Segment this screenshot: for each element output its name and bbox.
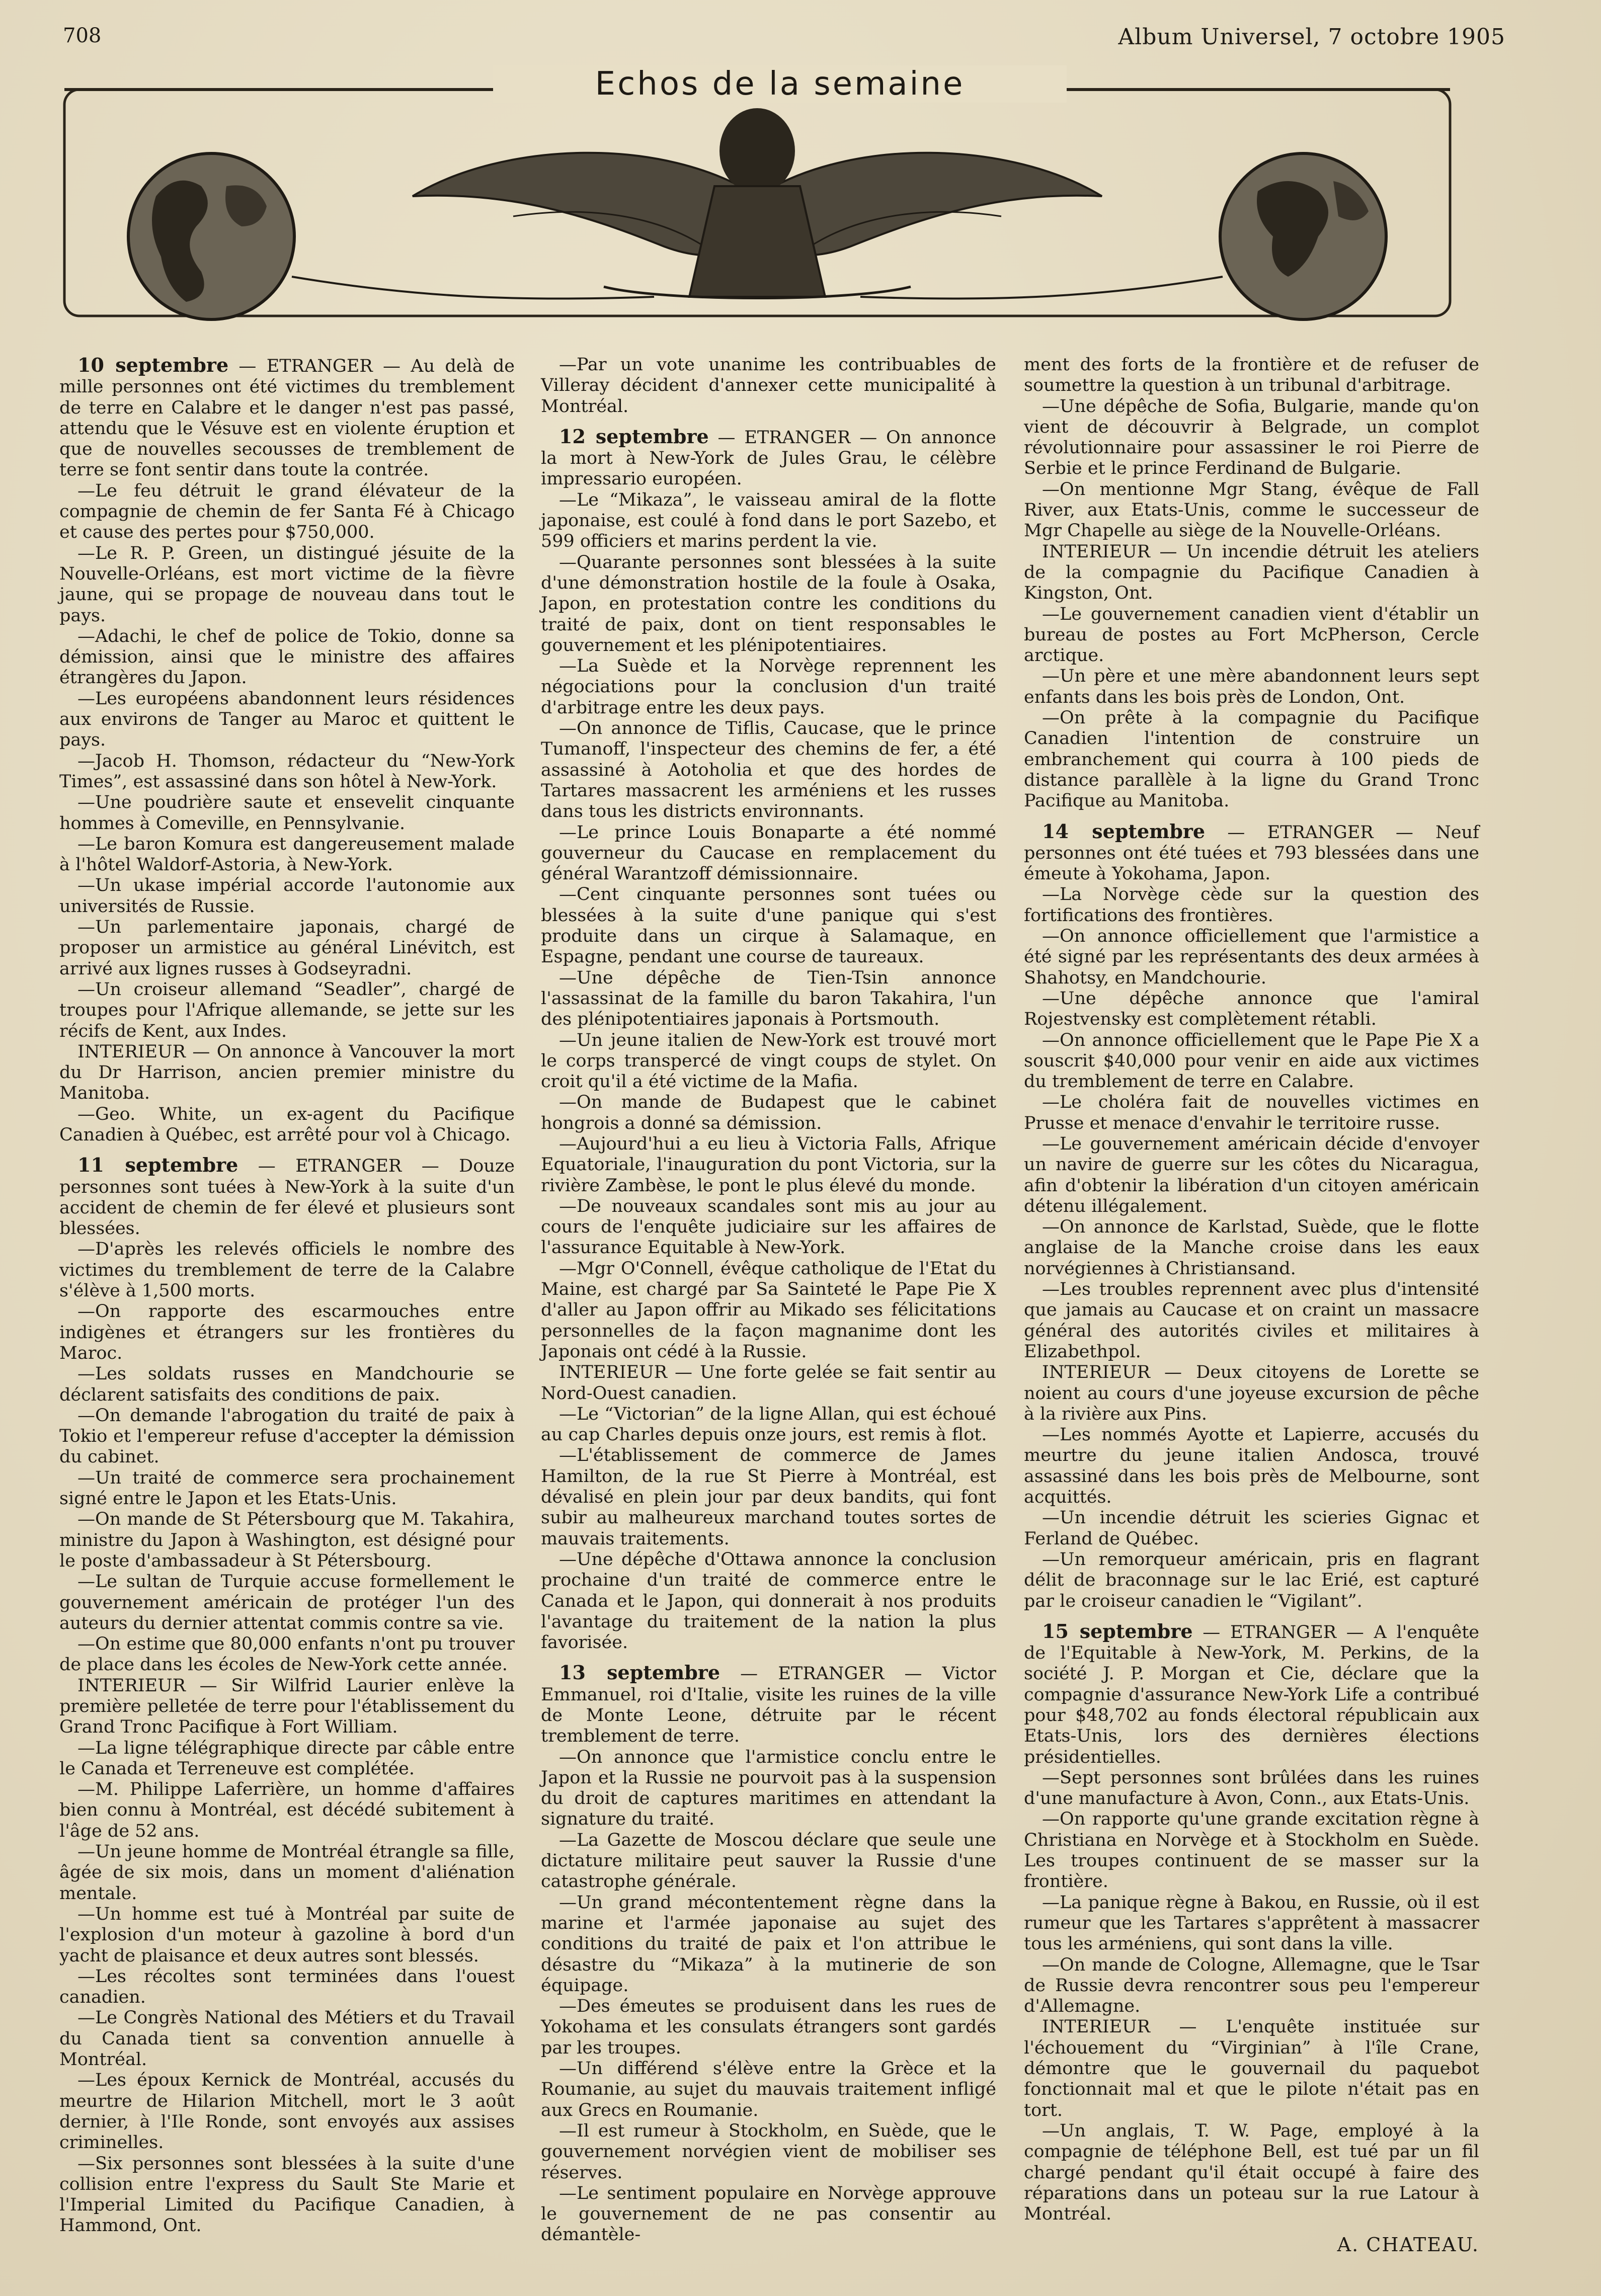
news-item bbox=[59, 1468, 515, 1510]
news-text: —Six personnes sont blessées à la suite d'une collision entre l'express du Sault Ste Marie et l'Imperial Limited du Pacifique Canadien, à Hammond, Ont. bbox=[59, 2153, 515, 2236]
news-item bbox=[1024, 1362, 1479, 1425]
news-text: —Un ukase impérial accorde l'autonomie aux universités de Russie. bbox=[59, 875, 515, 917]
news-item bbox=[1024, 989, 1479, 1030]
date-heading: 13 septembre bbox=[559, 1661, 720, 1684]
news-text: —Une dépêche de Tien-Tsin annonce l'assassinat de la famille du baron Takahira, l'un des plénipotentiaires japonais à Portsmouth. bbox=[541, 967, 996, 1030]
news-text: —Quarante personnes sont blessées à la suite d'une démonstration hostile de la foule à Osaka, Japon, en protestation contre les conditions du traité de paix, dont on tient responsables le gouvernement et les plénipotentiaires. bbox=[541, 552, 996, 655]
news-text: —Le gouvernement canadien vient d'établir un bureau de postes au Fort McPherson, Cercle arctique. bbox=[1024, 604, 1479, 666]
news-text: —Le sentiment populaire en Norvège approuve le gouvernement de ne pas consentir au démantèle- bbox=[541, 2183, 996, 2245]
news-text: —Les nommés Ayotte et Lapierre, accusés du meurtre du jeune italien Andosca, trouvé assassiné dans les bois près de Melbourne, sont acquittés. bbox=[1024, 1425, 1479, 1508]
news-text: —Un parlementaire japonais, chargé de proposer un armistice au général Linévitch, est arrivé aux lignes russes à Godseyradni. bbox=[59, 917, 515, 979]
news-item bbox=[59, 1509, 515, 1572]
news-text: —Le feu détruit le grand élévateur de la compagnie de chemin de fer Santa Fé à Chicago et cause des pertes pour $750,000. bbox=[59, 480, 515, 543]
news-item bbox=[59, 689, 515, 751]
news-text: —D'après les relevés officiels le nombre des victimes du tremblement de terre de la Calabre s'élève à 1,500 morts. bbox=[59, 1239, 515, 1301]
news-text: —La Gazette de Moscou déclare que seule une dictature militaire peut sauver la Russie d'une catastrophe générale. bbox=[541, 1830, 996, 1892]
news-text: —Une dépêche annonce que l'amiral Rojestvensky est complètement rétabli. bbox=[1024, 988, 1479, 1030]
news-item bbox=[1024, 355, 1479, 396]
news-item bbox=[1024, 1092, 1479, 1134]
news-item bbox=[1024, 1955, 1479, 2017]
news-item bbox=[541, 1092, 996, 1134]
news-text: —La Norvège cède sur la question des fortifications des frontières. bbox=[1024, 884, 1479, 926]
left-globe-icon bbox=[128, 153, 294, 319]
banner-illustration bbox=[60, 65, 1454, 327]
news-item bbox=[59, 1572, 515, 1634]
news-text: — ETRANGER — On annonce la mort à New-York de Jules Grau, le célèbre impressario européen. bbox=[541, 427, 996, 489]
news-item bbox=[59, 834, 515, 876]
news-text: —Aujourd'hui a eu lieu à Victoria Falls, Afrique Equatoriale, l'inauguration du pont Victoria, sur la rivière Zambèse, le pont le plus élevé du monde. bbox=[541, 1133, 996, 1196]
news-text: — ETRANGER — Douze personnes sont tuées à New-York à la suite d'un accident de chemin de fer élevé et plusieurs sont blessées. bbox=[59, 1156, 515, 1239]
news-item bbox=[541, 2121, 996, 2183]
news-text: —Le “Victorian” de la ligne Allan, qui est échoué au cap Charles depuis onze jours, est remis à flot. bbox=[541, 1404, 996, 1445]
news-text: INTERIEUR — On annonce à Vancouver la mort du Dr Harrison, ancien premier ministre du Manitoba. bbox=[59, 1041, 515, 1104]
news-text: —On annonce de Tiflis, Caucase, que le prince Tumanoff, l'inspecteur des chemins de fer, a été assassiné à Aotoholia et que des hordes de Tartares massacrent les arméniens et les russes dans tous les districts environnants. bbox=[541, 718, 996, 822]
news-item bbox=[541, 1445, 996, 1549]
news-text: —Le gouvernement américain décide d'envoyer un navire de guerre sur les côtes du Nicaragua, afin d'obtenir la libération d'un citoyen américain détenu illégalement. bbox=[1024, 1133, 1479, 1216]
news-item bbox=[59, 1779, 515, 1842]
news-text: —On annonce que l'armistice conclu entre le Japon et la Russie ne pourvoit pas à la suspension du droit de captures maritimes en attendant la signature du traité. bbox=[541, 1747, 996, 1830]
news-text: —Le Congrès National des Métiers et du Travail du Canada tient sa convention annuelle à Montréal. bbox=[59, 2008, 515, 2070]
news-item bbox=[59, 1738, 515, 1780]
news-text: —Une dépêche de Sofia, Bulgarie, mande qu'on vient de découvrir à Belgrade, un complot révolutionnaire pour assassiner le roi Pierre de Serbie et le prince Ferdinand de Bulgarie. bbox=[1024, 396, 1479, 479]
column-3 bbox=[1024, 355, 1479, 2256]
news-text: —Des émeutes se produisent dans les rues de Yokohama et les consulats étrangers sont gardés par les troupes. bbox=[541, 1996, 996, 2058]
news-text: —Un traité de commerce sera prochainement signé entre le Japon et les Etats-Unis. bbox=[59, 1467, 515, 1509]
dated-news-item bbox=[59, 1155, 515, 1239]
news-item bbox=[1024, 2017, 1479, 2120]
news-item bbox=[541, 2183, 996, 2246]
date-heading: 14 septembre bbox=[1042, 819, 1206, 843]
news-item bbox=[1024, 1549, 1479, 1612]
news-text: —Les récoltes sont terminées dans l'ouest canadien. bbox=[59, 1966, 515, 2008]
news-text: — ETRANGER — Victor Emmanuel, roi d'Italie, visite les ruines de la ville de Monte Leone, détruite par le récent tremblement de terre. bbox=[541, 1664, 996, 1747]
news-text: —Le baron Komura est dangereusement malade à l'hôtel Waldorf-Astoria, à New-York. bbox=[59, 834, 515, 875]
news-text: —Geo. White, un ex-agent du Pacifique Canadien à Québec, est arrêté pour vol à Chicago. bbox=[59, 1104, 515, 1145]
news-text: —Un croiseur allemand “Seadler”, chargé de troupes pour l'Afrique allemande, se jette sur les récifs de Kent, aux Indes. bbox=[59, 979, 515, 1041]
news-item bbox=[59, 1104, 515, 1146]
news-text: —Jacob H. Thomson, rédacteur du “New-York Times”, est assassiné dans son hôtel à New-York. bbox=[59, 751, 515, 792]
news-text: —De nouveaux scandales sont mis au jour au cours de l'enquête judiciaire sur les affaires de l'assurance Equitable à New-York. bbox=[541, 1196, 996, 1258]
news-item bbox=[541, 823, 996, 885]
news-item bbox=[541, 1259, 996, 1362]
news-text: —Un différend s'élève entre la Grèce et la Roumanie, au sujet du mauvais traitement infligé aux Grecs en Roumanie. bbox=[541, 2059, 996, 2120]
news-text: —La Suède et la Norvège reprennent les négociations pour la conclusion d'un traité d'arbitrage entre les deux pays. bbox=[541, 656, 996, 718]
news-item bbox=[541, 968, 996, 1030]
news-item bbox=[541, 656, 996, 718]
news-item bbox=[1024, 396, 1479, 479]
news-item bbox=[59, 792, 515, 834]
news-text: —On estime que 80,000 enfants n'ont pu trouver de place dans les écoles de New-York cette année. bbox=[59, 1634, 515, 1675]
news-text: INTERIEUR — Une forte gelée se fait sentir au Nord-Ouest canadien. bbox=[541, 1362, 996, 1404]
news-text: —Mgr O'Connell, évêque catholique de l'Etat du Maine, est chargé par Sa Sainteté le Pape Pie X d'aller au Japon offrir au Mikado ses félicitations personnelles de la façon magnanime dont les Japonais ont cédé à la Russie. bbox=[541, 1258, 996, 1362]
news-item bbox=[59, 1904, 515, 1966]
dated-news-item bbox=[1024, 1621, 1479, 1768]
news-item bbox=[1024, 1425, 1479, 1508]
news-text: —Cent cinquante personnes sont tuées ou blessées à la suite d'une panique qui s'est produite dans un cirque à Salamaque, en Espagne, pendant une course de taureaux. bbox=[541, 884, 996, 967]
news-text: —On annonce officiellement que le Pape Pie X a souscrit $40,000 pour venir en aide aux victimes du tremblement de terre en Calabre. bbox=[1024, 1030, 1479, 1092]
news-item bbox=[59, 1676, 515, 1738]
news-item bbox=[59, 1364, 515, 1406]
date-heading: 11 septembre bbox=[77, 1154, 238, 1177]
news-item bbox=[1024, 1030, 1479, 1093]
news-text: —Les soldats russes en Mandchourie se déclarent satisfaits des conditions de paix. bbox=[59, 1364, 515, 1405]
news-item bbox=[1024, 708, 1479, 811]
right-globe-icon bbox=[1220, 153, 1386, 319]
news-text: —Une poudrière saute et ensevelit cinquante hommes à Comeville, en Pennsylvanie. bbox=[59, 792, 515, 834]
news-item bbox=[59, 751, 515, 793]
news-item bbox=[1024, 1217, 1479, 1279]
news-item bbox=[541, 1830, 996, 1893]
news-text: —On mande de Budapest que le cabinet hongrois a donné sa démission. bbox=[541, 1092, 996, 1133]
news-text: INTERIEUR — Sir Wilfrid Laurier enlève la première pelletée de terre pour l'établissement du Grand Tronc Pacifique à Fort William. bbox=[59, 1675, 515, 1738]
news-text: —Adachi, le chef de police de Tokio, donne sa démission, ainsi que le ministre des affaires étrangères du Japon. bbox=[59, 626, 515, 688]
news-text: —On mande de St Pétersbourg que M. Takahira, ministre du Japon à Washington, est désigné pour le poste d'ambassadeur à St Pétersbourg. bbox=[59, 1509, 515, 1571]
news-text: —Les troubles reprennent avec plus d'intensité que jamais au Caucase et on craint un massacre général des autorités civiles et militaires à Elizabethpol. bbox=[1024, 1279, 1479, 1362]
date-heading: 12 septembre bbox=[559, 425, 709, 448]
news-item bbox=[59, 2070, 515, 2153]
news-item bbox=[1024, 884, 1479, 926]
news-text: —Un père et une mère abandonnent leurs sept enfants dans les bois près de London, Ont. bbox=[1024, 666, 1479, 707]
news-item bbox=[59, 481, 515, 543]
news-text: —On mande de Cologne, Allemagne, que le Tsar de Russie devra rencontrer sous peu l'empereur d'Allemagne. bbox=[1024, 1954, 1479, 2017]
news-text: —Un jeune homme de Montréal étrangle sa fille, âgée de six mois, dans un moment d'aliénation mentale. bbox=[59, 1842, 515, 1904]
news-item bbox=[1024, 1279, 1479, 1362]
news-item bbox=[59, 626, 515, 689]
news-item bbox=[541, 355, 996, 417]
news-item bbox=[1024, 1134, 1479, 1217]
dated-news-item bbox=[541, 426, 996, 490]
news-text: —Les européens abandonnent leurs résidences aux environs de Tanger au Maroc et quittent le pays. bbox=[59, 688, 515, 751]
news-item bbox=[59, 917, 515, 979]
author-signature: A. CHATEAU. bbox=[1337, 2234, 1479, 2256]
news-text: —Le “Mikaza”, le vaisseau amiral de la flotte japonaise, est coulé à fond dans le port Sazebo, et 599 officiers et marins perdent la vie. bbox=[541, 489, 996, 552]
news-text: INTERIEUR — Un incendie détruit les ateliers de la compagnie du Pacifique Canadien à Kingston, Ont. bbox=[1024, 541, 1479, 604]
date-heading: 10 septembre bbox=[77, 354, 229, 376]
news-text: —M. Philippe Laferrière, un homme d'affaires bien connu à Montréal, est décédé subitement à l'âge de 52 ans. bbox=[59, 1779, 515, 1841]
news-item bbox=[541, 490, 996, 552]
news-item bbox=[541, 1362, 996, 1404]
news-text: —On annonce de Karlstad, Suède, que le flotte anglaise de la Manche croise dans les eaux norvégiennes à Christiansand. bbox=[1024, 1217, 1479, 1279]
news-text: —Un anglais, T. W. Page, employé à la compagnie de téléphone Bell, est tué par un fil chargé pendant qu'il était occupé à faire des réparations dans un poteau sur la rue Latour à Montréal. bbox=[1024, 2120, 1479, 2225]
news-item bbox=[59, 1966, 515, 2008]
news-item bbox=[59, 1042, 515, 1104]
news-text: —On annonce officiellement que l'armistice a été signé par les représentants des deux armées à Shahotsy, en Mandchourie. bbox=[1024, 926, 1479, 988]
news-text: —Le choléra fait de nouvelles victimes en Prusse et menace d'envahir le territoire russe. bbox=[1024, 1092, 1479, 1133]
news-item bbox=[1024, 479, 1479, 542]
news-item bbox=[1024, 542, 1479, 604]
news-text: — ETRANGER — Neuf personnes ont été tuées et 793 blessées dans une émeute à Yokohama, Japon. bbox=[1024, 822, 1479, 884]
column-1 bbox=[59, 355, 515, 2237]
news-item bbox=[59, 979, 515, 1042]
winged-figure-icon bbox=[292, 108, 1223, 299]
news-item bbox=[541, 1549, 996, 1653]
news-text: —Il est rumeur à Stockholm, en Suède, que le gouvernement norvégien vient de mobiliser ses réserves. bbox=[541, 2120, 996, 2183]
news-item bbox=[541, 1747, 996, 1830]
dated-news-item bbox=[59, 355, 515, 481]
date-heading: 15 septembre bbox=[1042, 1619, 1193, 1643]
news-item bbox=[541, 2059, 996, 2121]
news-text: —Un incendie détruit les scieries Gignac et Ferland de Québec. bbox=[1024, 1508, 1479, 1549]
news-item bbox=[541, 1893, 996, 1996]
news-text: —Un homme est tué à Montréal par suite de l'explosion d'un moteur à gazoline à bord d'un yacht de plaisance et deux autres sont blessés. bbox=[59, 1904, 515, 1966]
column-2 bbox=[541, 355, 996, 2246]
news-text: —Le prince Louis Bonaparte a été nommé gouverneur du Caucase en remplacement du général Warantzoff démissionnaire. bbox=[541, 822, 996, 884]
dated-news-item bbox=[1024, 821, 1479, 885]
news-item bbox=[1024, 1893, 1479, 1955]
news-text: —On rapporte qu'une grande excitation règne à Christiana en Norvège et à Stockholm en Suède. Les troupes continuent de se masser sur la frontière. bbox=[1024, 1809, 1479, 1892]
news-text: —Une dépêche d'Ottawa annonce la conclusion prochaine d'un traité de commerce entre le Canada et le Japon, qui donnerait à nos produits l'avantage du traitement de la nation la plus favorisée. bbox=[541, 1549, 996, 1653]
news-text: —Sept personnes sont brûlées dans les ruines d'une manufacture à Avon, Conn., aux Etats-Unis. bbox=[1024, 1767, 1479, 1809]
news-text: —On rapporte des escarmouches entre indigènes et étrangers sur les frontières du Maroc. bbox=[59, 1301, 515, 1363]
news-text: INTERIEUR — Deux citoyens de Lorette se noient au cours d'une joyeuse excursion de pêche à la rivière aux Pins. bbox=[1024, 1362, 1479, 1424]
news-text: —On prête à la compagnie du Pacifique Canadien l'intention de construire un embranchement qui courra à 100 pieds de distance parallèle à la ligne du Grand Tronc Pacifique au Manitoba. bbox=[1024, 708, 1479, 811]
news-item bbox=[541, 552, 996, 656]
news-item bbox=[541, 1196, 996, 1259]
news-text: —Le sultan de Turquie accuse formellement le gouvernement américain de protéger l'un des auteurs du dernier attentat commis contre sa vie. bbox=[59, 1572, 515, 1633]
news-text: —L'établissement de commerce de James Hamilton, de la rue St Pierre à Montréal, est dévalisé en plein jour par deux bandits, qui font subir au malheureux marchand toutes sortes de mauvais traitements. bbox=[541, 1445, 996, 1549]
running-head: Album Universel, 7 octobre 1905 bbox=[1118, 24, 1505, 50]
news-text: —On mentionne Mgr Stang, évêque de Fall River, aux Etats-Unis, comme le successeur de Mgr Chapelle au siège de la Nouvelle-Orléans. bbox=[1024, 479, 1479, 541]
news-text: —La panique règne à Bakou, en Russie, où il est rumeur que les Tartares s'apprêtent à massacrer tous les arméniens, qui sont dans la ville. bbox=[1024, 1892, 1479, 1954]
news-text: —Un jeune italien de New-York est trouvé mort le corps transpercé de vingt coups de stylet. On croit qu'il a été victime de la Mafia. bbox=[541, 1030, 996, 1092]
news-item bbox=[59, 1239, 515, 1301]
news-text: —Un grand mécontentement règne dans la marine et l'armée japonaise au sujet des conditions du traité de paix et l'on attribue le désastre du “Mikaza” à la mutinerie de son équipage. bbox=[541, 1892, 996, 1996]
news-text: —La ligne télégraphique directe par câble entre le Canada et Terreneuve est complétée. bbox=[59, 1738, 515, 1779]
news-item bbox=[1024, 2121, 1479, 2225]
news-item bbox=[59, 1634, 515, 1676]
news-text: — ETRANGER — A l'enquête de l'Equitable à New-York, M. Perkins, de la société J. P. Morgan et Cie, déclare que la compagnie d'assurance New-York Life a contribué pour $48,702 au fonds électoral républicain aux Etats-Unis, lors des dernières élections présidentielles. bbox=[1024, 1622, 1479, 1767]
news-item bbox=[1024, 1768, 1479, 1810]
news-text: ment des forts de la frontière et de refuser de soumettre la question à un tribunal d'arbitrage. bbox=[1024, 355, 1479, 396]
news-item bbox=[59, 2008, 515, 2070]
news-text: —On demande l'abrogation du traité de paix à Tokio et l'empereur refuse d'accepter la démission du cabinet. bbox=[59, 1405, 515, 1467]
news-text: — ETRANGER — Au delà de mille personnes ont été victimes du tremblement de terre en Calabre et le danger n'est pas passé, attendu que le Vésuve est en violente éruption et que de nouvelles secousses de tremblement de terre se font sentir dans toute la contrée. bbox=[59, 356, 515, 480]
news-item bbox=[541, 1996, 996, 2059]
news-item bbox=[541, 884, 996, 967]
news-item bbox=[59, 1842, 515, 1904]
page-number: 708 bbox=[63, 24, 102, 47]
news-text: INTERIEUR — L'enquête instituée sur l'échouement du “Virginian” à l'île Crane, démontre que le gouvernail du paquebot fonctionnait mal et que le pilote n'était pas en tort. bbox=[1024, 2017, 1479, 2120]
news-item bbox=[541, 1404, 996, 1446]
news-item bbox=[541, 1134, 996, 1196]
news-item bbox=[1024, 1508, 1479, 1549]
news-item bbox=[1024, 1809, 1479, 1892]
news-text: —Le R. P. Green, un distingué jésuite de la Nouvelle-Orléans, est mort victime de la fièvre jaune, qui se propage de nouveau dans tout le pays. bbox=[59, 543, 515, 626]
news-item bbox=[59, 875, 515, 917]
news-item bbox=[59, 1301, 515, 1364]
news-item bbox=[541, 718, 996, 822]
news-text: —Par un vote unanime les contribuables de Villeray décident d'annexer cette municipalité à Montréal. bbox=[541, 355, 996, 417]
dated-news-item bbox=[541, 1662, 996, 1747]
news-item bbox=[59, 2154, 515, 2237]
news-item bbox=[59, 543, 515, 626]
news-item bbox=[1024, 604, 1479, 667]
news-text: —Un remorqueur américain, pris en flagrant délit de braconnage sur le lac Erié, est capturé par le croiseur canadien le “Vigilant”. bbox=[1024, 1549, 1479, 1611]
news-item bbox=[59, 1406, 515, 1468]
news-text: —Les époux Kernick de Montréal, accusés du meurtre de Hilarion Mitchell, mort le 3 août dernier, à l'Ile Ronde, sont envoyés aux assises criminelles. bbox=[59, 2070, 515, 2153]
section-title: Echos de la semaine bbox=[493, 65, 1067, 103]
news-item bbox=[1024, 926, 1479, 989]
news-item bbox=[541, 1030, 996, 1093]
news-item bbox=[1024, 666, 1479, 708]
